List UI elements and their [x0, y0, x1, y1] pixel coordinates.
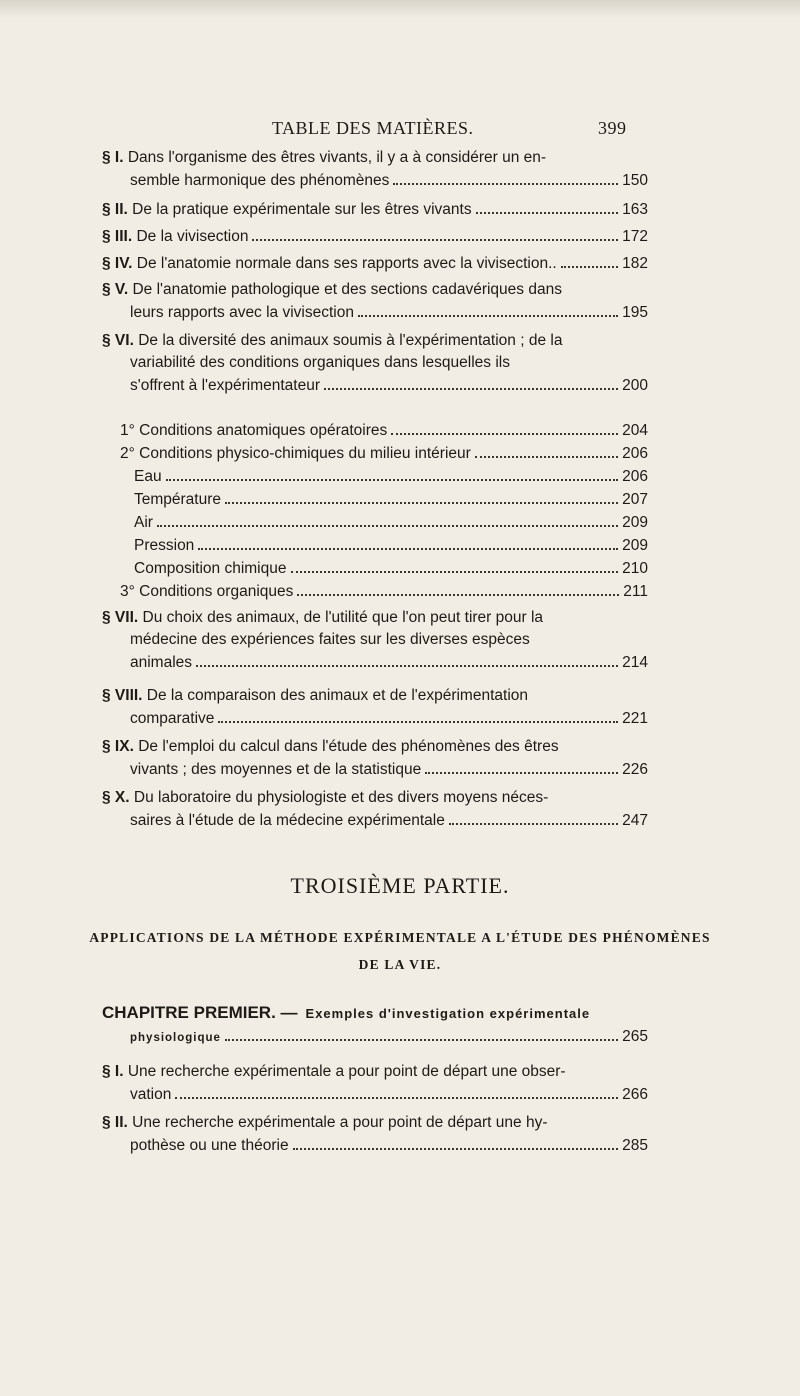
leader-dots [291, 558, 619, 573]
section-number: § VI. [102, 332, 134, 349]
leader-dots [393, 170, 618, 185]
toc-entry-text: Eau [134, 468, 162, 485]
section-number: § II. [102, 1114, 128, 1131]
leader-dots [476, 199, 619, 214]
leader-dots [324, 375, 618, 390]
toc-entry-text: Pression [134, 537, 195, 554]
leader-dots [252, 226, 618, 241]
section-number: § II. [102, 201, 128, 218]
toc-entry-text: § I. Dans l'organisme des êtres vivants, il y a à considérer un en- [102, 149, 547, 166]
running-title: TABLE DES MATIÈRES. [272, 118, 474, 138]
toc-entry-text: Température [134, 491, 222, 508]
toc-entry-text: Composition chimique [134, 560, 287, 577]
toc-page-number: 195 [622, 304, 648, 321]
chapter-title-line-1: Exemples d'investigation expérimentale [305, 1006, 591, 1021]
toc-page-number: 200 [622, 377, 648, 394]
toc-entry-text: § II. Une recherche expérimentale a pour point de départ une hy- [102, 1114, 548, 1131]
toc-page-number: 206 [622, 445, 648, 462]
toc-entry-text: animales [130, 654, 193, 671]
section-number: § I. [102, 1063, 124, 1080]
toc-entry-text: § VI. De la diversité des animaux soumis à l'expérimentation ; de la [102, 332, 563, 349]
leader-dots [391, 420, 618, 435]
section-number: § I. [102, 149, 124, 166]
toc-entry-text: comparative [130, 710, 215, 727]
toc-page-number: 204 [622, 422, 648, 439]
section-number: § IX. [102, 738, 134, 755]
toc-page-number: 210 [622, 560, 648, 577]
page-number: 399 [598, 118, 627, 138]
leader-dots [561, 253, 618, 268]
leader-dots [449, 810, 618, 825]
leader-dots [198, 535, 618, 550]
toc-entry-text: Air [134, 514, 153, 531]
toc-entry-text: variabilité des conditions organiques dans lesquelles ils [130, 354, 510, 371]
section-number: § III. [102, 228, 133, 245]
toc-entry-text: § III. De la vivisection [102, 228, 249, 245]
toc-entry-text: § VIII. De la comparaison des animaux et de l'expérimentation [102, 687, 529, 704]
toc-page-number: 285 [622, 1137, 648, 1154]
toc-entry-text: vivants ; des moyennes et de la statistique [130, 761, 422, 778]
leader-dots [475, 443, 618, 458]
section-number: § VII. [102, 609, 139, 626]
toc-page-number: 247 [622, 812, 648, 829]
toc-page-number: 163 [622, 201, 648, 218]
leader-dots [425, 759, 618, 774]
toc-entry-text: § X. Du laboratoire du physiologiste et des divers moyens néces- [102, 789, 549, 806]
toc-page-number: 150 [622, 172, 648, 189]
page-edge-shadow [0, 0, 800, 18]
toc-page-number: 182 [622, 255, 648, 272]
toc-entry-text: 3° Conditions organiques [120, 583, 294, 600]
leader-dots [196, 652, 618, 667]
part-title: TROISIÈME PARTIE. [290, 873, 510, 898]
toc-entry-text: § IV. De l'anatomie normale dans ses rapports avec la vivisection.. [102, 255, 557, 272]
leader-dots [218, 708, 618, 723]
toc-entry-text: leurs rapports avec la vivisection [130, 304, 354, 321]
leader-dots [225, 1026, 618, 1041]
section-number: § IV. [102, 255, 133, 272]
leader-dots [157, 512, 618, 527]
toc-page-number: 172 [622, 228, 648, 245]
chapter-page-number: 265 [622, 1028, 648, 1045]
toc-entry-text: semble harmonique des phénomènes [130, 172, 390, 189]
section-number: § X. [102, 789, 130, 806]
toc-page-number: 226 [622, 761, 648, 778]
leader-dots [175, 1084, 618, 1099]
toc-entry-text: § IX. De l'emploi du calcul dans l'étude des phénomènes des êtres [102, 738, 559, 755]
toc-entry-text: § II. De la pratique expérimentale sur les êtres vivants [102, 201, 472, 218]
toc-entry-text: s'offrent à l'expérimentateur [130, 377, 321, 394]
leader-dots [166, 466, 619, 481]
toc-page-number: 209 [622, 537, 648, 554]
chapter-title-line-2: physiologique [130, 1032, 221, 1044]
toc-page-number: 206 [622, 468, 648, 485]
chapter-label: CHAPITRE PREMIER. — [102, 1003, 298, 1022]
toc-page-number: 211 [623, 583, 648, 600]
toc-entry-text: 1° Conditions anatomiques opératoires [120, 422, 388, 439]
leader-dots [293, 1135, 619, 1150]
leader-dots [225, 489, 618, 504]
toc-entry-text: saires à l'étude de la médecine expérimentale [130, 812, 445, 829]
toc-page-number: 209 [622, 514, 648, 531]
toc-entry-text: médecine des expériences faites sur les diverses espèces [130, 631, 530, 648]
toc-entry-text: pothèse ou une théorie [130, 1137, 289, 1154]
section-number: § V. [102, 281, 129, 298]
section-number: § VIII. [102, 687, 143, 704]
toc-page-number: 266 [622, 1086, 648, 1103]
page-header [0, 118, 800, 142]
toc-entry-text: § VII. Du choix des animaux, de l'utilité que l'on peut tirer pour la [102, 609, 544, 626]
toc-page-number: 214 [622, 654, 648, 671]
toc-entry-text: vation [130, 1086, 172, 1103]
toc-entry-text: 2° Conditions physico-chimiques du milieu intérieur [120, 445, 471, 462]
leader-dots [358, 302, 618, 317]
toc-page-number: 207 [622, 491, 648, 508]
toc-entry-text: § I. Une recherche expérimentale a pour point de départ une obser- [102, 1063, 566, 1080]
toc-page-number: 221 [622, 710, 648, 727]
part-subtitle-line-2: DE LA VIE. [358, 957, 442, 972]
leader-dots [297, 581, 619, 596]
part-subtitle-line-1: APPLICATIONS DE LA MÉTHODE EXPÉRIMENTALE A L'ÉTUDE DES PHÉNOMÈNES [89, 930, 711, 945]
toc-entry-text: § V. De l'anatomie pathologique et des sections cadavériques dans [102, 281, 562, 298]
